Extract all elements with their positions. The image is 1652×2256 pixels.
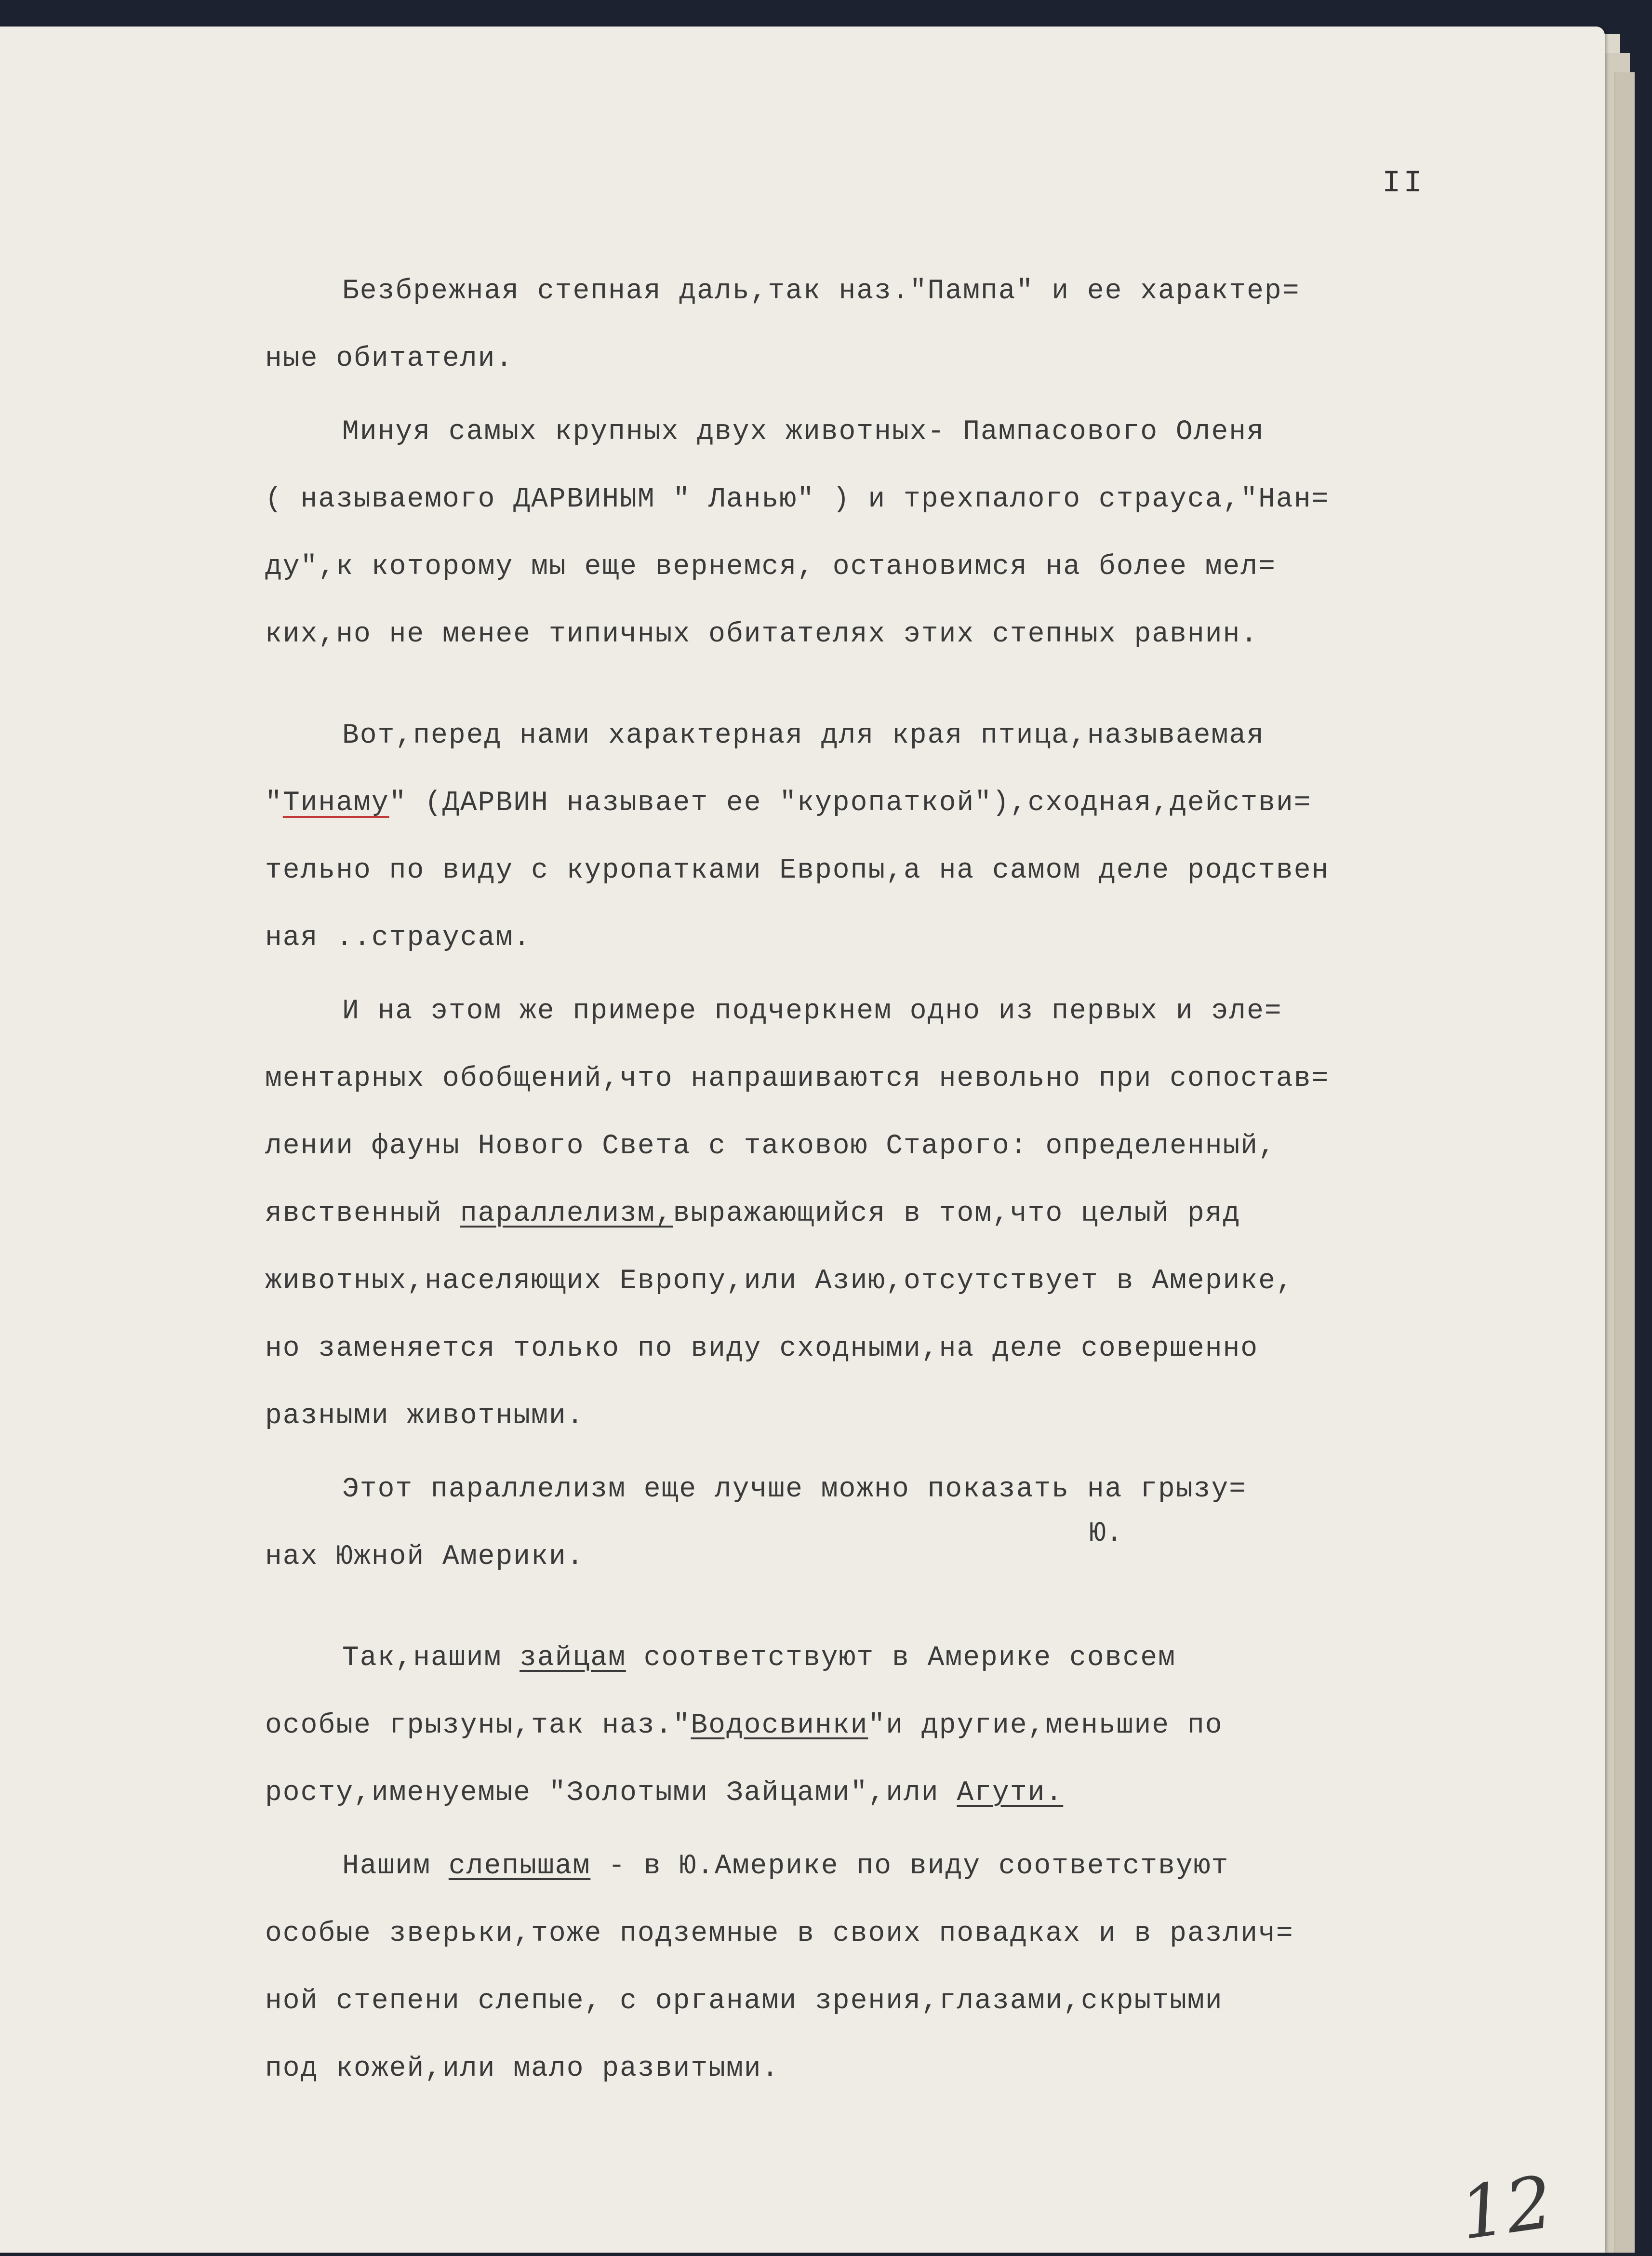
typed-text-body (265, 258, 1542, 2103)
text-line: росту,именуемые "Золотыми Зайцами",или Агути. (265, 1777, 1064, 1809)
underlined-term: Агути. (957, 1777, 1064, 1809)
underlined-term: зайцам (520, 1642, 626, 1674)
text-line: особые зверьки,тоже подземные в своих повадках и в различ= (265, 1918, 1294, 1949)
text-line: "Тинаму" (ДАРВИН называет ее "куропаткой"),сходная,действи= (265, 788, 1312, 819)
text-line: ду",к которому мы еще вернемся, остановимся на более мел= (265, 551, 1276, 583)
text-line: ная ..страусам. (265, 922, 532, 954)
text-line: разными животными. (265, 1401, 585, 1432)
text-line: Этот параллелизм еще лучше можно показать на грызу= (342, 1474, 1247, 1505)
text-line: ( называемого ДАРВИНЫМ " Ланью" ) и трехпалого страуса,"Нан= (265, 484, 1330, 515)
text-line: ких,но не менее типичных обитателях этих степных равнин. (265, 619, 1259, 650)
paragraph (265, 978, 1542, 1450)
text-line: особые грызуны,так наз."Водосвинки"и другие,меньшие по (265, 1710, 1223, 1741)
document-page (0, 27, 1605, 2256)
text-line: Так,нашим зайцам соответствуют в Америке совсем (342, 1642, 1176, 1674)
text-line: ные обитатели. (265, 343, 514, 374)
text-line: явственный параллелизм,выражающийся в том,что целый ряд (265, 1198, 1241, 1229)
text-line: Безбрежная степная даль,так наз."Пампа" и ее характер= (342, 276, 1300, 307)
page-stack-edge (1614, 72, 1635, 2253)
paragraph (265, 1456, 1542, 1591)
paragraph (265, 258, 1542, 393)
text-line: ной степени слепые, с органами зрения,глазами,скрытыми (265, 1986, 1223, 2017)
text-line: животных,населяющих Европу,или Азию,отсутствует в Америке, (265, 1266, 1294, 1297)
text-line: Нашим слепышам - в Ю.Америке по виду соответствуют (342, 1851, 1229, 1882)
paragraph (265, 399, 1542, 668)
handwritten-insertion: Ю. (1089, 1518, 1123, 1549)
underlined-term: слепышам (448, 1851, 591, 1882)
page-number: II (1382, 166, 1425, 201)
text-line: Минуя самых крупных двух животных- Пампасового Оленя (342, 416, 1265, 448)
paragraph (265, 1625, 1542, 1827)
text-line: Вот,перед нами характерная для края птица,называемая (342, 720, 1265, 751)
underlined-term: Тинаму (282, 788, 389, 819)
paragraph (265, 702, 1542, 972)
text-line: И на этом же примере подчеркнем одно из первых и эле= (342, 996, 1282, 1027)
text-line: тельно по виду с куропатками Европы,а на самом деле родствен (265, 855, 1330, 886)
handwritten-folio-number: 12 (1454, 2160, 1558, 2256)
underlined-term: Водосвинки (691, 1710, 868, 1741)
text-line: нах Южной Америки. (265, 1541, 585, 1573)
text-line: под кожей,или мало развитыми. (265, 2053, 780, 2084)
text-line: лении фауны Нового Света с таковою Старого: определенный, (265, 1131, 1276, 1162)
underlined-term: параллелизм, (460, 1198, 673, 1229)
paragraph (265, 1833, 1542, 2103)
text-line: но заменяется только по виду сходными,на деле совершенно (265, 1333, 1259, 1364)
text-line: ментарных обобщений,что напрашиваются невольно при сопостав= (265, 1063, 1330, 1095)
